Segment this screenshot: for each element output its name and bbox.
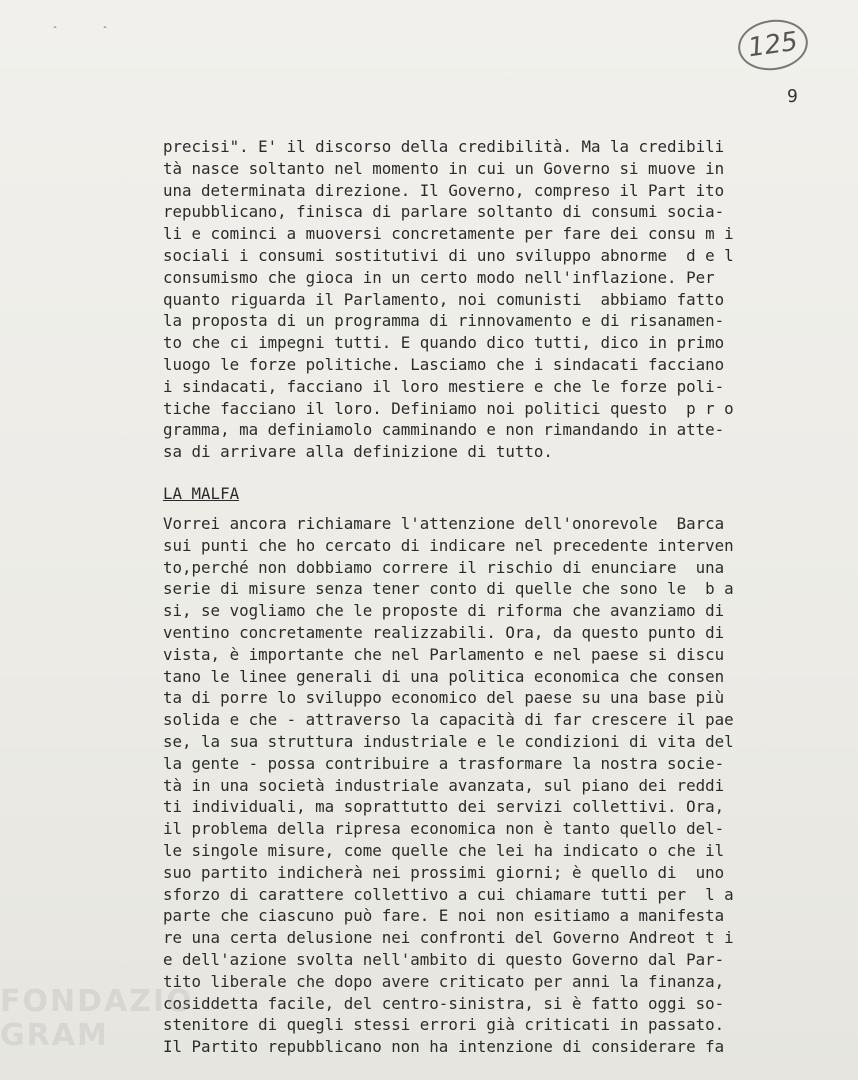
page-number: 9 bbox=[787, 86, 798, 107]
text-line: quanto riguarda il Parlamento, noi comunisti abbiamo fatto bbox=[163, 289, 725, 309]
paragraph-1 bbox=[163, 136, 803, 463]
text-line: vista, è importante che nel Parlamento e nel paese si discu bbox=[163, 644, 725, 664]
text-line: tiche facciano il loro. Definiamo noi politici questo p r o bbox=[163, 398, 734, 418]
text-line: repubblicano, finisca di parlare soltanto di consumi socia- bbox=[163, 202, 725, 222]
text-line: precisi". E' il discorso della credibilità. Ma la credibili bbox=[163, 137, 725, 156]
text-line: tito liberale che dopo avere criticato per anni la finanza, bbox=[163, 971, 725, 991]
text-line: consumismo che gioca in un certo modo nell'inflazione. Per bbox=[163, 267, 715, 287]
text-line: sui punti che ho cercato di indicare nel precedente interven bbox=[163, 535, 734, 555]
text-line: sforzo di carattere collettivo a cui chiamare tutti per l a bbox=[163, 884, 734, 904]
text-line: la gente - possa contribuire a trasformare la nostra socie- bbox=[163, 753, 725, 773]
text-line: sa di arrivare alla definizione di tutto. bbox=[163, 442, 553, 462]
text-line: parte che ciascuno può fare. E noi non esitiamo a manifesta bbox=[163, 906, 725, 926]
archive-stamp: 125 bbox=[735, 15, 811, 74]
margin-mark: - bbox=[52, 22, 59, 33]
text-line: ta di porre lo sviluppo economico del paese su una base più bbox=[163, 688, 725, 708]
text-line: stenitore di quegli stessi errori già criticati in passato. bbox=[163, 1015, 725, 1035]
text-line: gramma, ma definiamolo camminando e non rimandando in atte- bbox=[163, 420, 725, 440]
text-line: serie di misure senza tener conto di quelle che sono le b a bbox=[163, 579, 734, 599]
text-line: solida e che - attraverso la capacità di far crescere il pae bbox=[163, 710, 734, 730]
text-line: e dell'azione svolta nell'ambito di questo Governo dal Par- bbox=[163, 949, 725, 969]
watermark-line: FONDAZIO bbox=[0, 984, 194, 1019]
text-line: cosiddetta facile, del centro-sinistra, si è fatto oggi so- bbox=[163, 993, 725, 1013]
text-line: to,perché non dobbiamo correre il rischio di enunciare una bbox=[163, 557, 725, 577]
text-line: si, se vogliamo che le proposte di riforma che avanziamo di bbox=[163, 601, 725, 621]
text-line: tano le linee generali di una politica economica che consen bbox=[163, 666, 725, 686]
text-line: tà in una società industriale avanzata, sul piano dei reddi bbox=[163, 775, 725, 795]
speaker-heading: LA MALFA bbox=[163, 484, 240, 503]
watermark-line: GRAM bbox=[0, 1018, 109, 1053]
text-line: se, la sua struttura industriale e le condizioni di vita del bbox=[163, 731, 734, 751]
text-line: le singole misure, come quelle che lei ha indicato o che il bbox=[163, 840, 725, 860]
text-line: Il Partito repubblicano non ha intenzione di considerare fa bbox=[163, 1037, 725, 1057]
text-line: una determinata direzione. Il Governo, compreso il Part ito bbox=[163, 180, 725, 200]
text-line: i sindacati, facciano il loro mestiere e che le forze poli- bbox=[163, 376, 725, 396]
text-line: suo partito indicherà nei prossimi giorni; è quello di uno bbox=[163, 862, 725, 882]
paragraph-2 bbox=[163, 513, 803, 1058]
watermark bbox=[0, 985, 194, 1053]
text-line: re una certa delusione nei confronti del Governo Andreot t i bbox=[163, 928, 734, 948]
text-line: ti individuali, ma soprattutto dei servizi collettivi. Ora, bbox=[163, 797, 725, 817]
text-line: luogo le forze politiche. Lasciamo che i sindacati facciano bbox=[163, 354, 725, 374]
text-line: Vorrei ancora richiamare l'attenzione dell'onorevole Barca bbox=[163, 514, 725, 533]
text-line: il problema della ripresa economica non è tanto quello del- bbox=[163, 819, 725, 839]
text-line: ventino concretamente realizzabili. Ora, da questo punto di bbox=[163, 622, 725, 642]
margin-mark: - bbox=[102, 22, 109, 33]
text-line: to che ci impegni tutti. E quando dico tutti, dico in primo bbox=[163, 333, 725, 353]
text-line: tà nasce soltanto nel momento in cui un Governo si muove in bbox=[163, 158, 725, 178]
text-line: sociali i consumi sostitutivi di uno sviluppo abnorme d e l bbox=[163, 245, 734, 265]
text-line: li e cominci a muoversi concretamente per fare dei consu m i bbox=[163, 224, 734, 244]
text-line: la proposta di un programma di rinnovamento e di risanamen- bbox=[163, 311, 725, 331]
